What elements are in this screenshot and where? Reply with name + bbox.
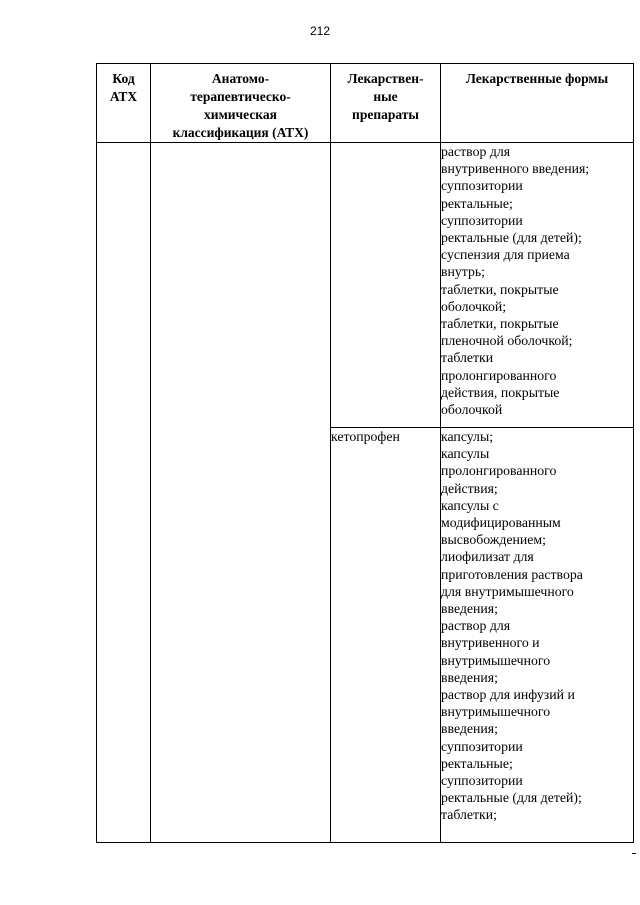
dosage-form-line: таблетки;	[441, 807, 497, 823]
dosage-form-line: для внутримышечного	[441, 583, 574, 599]
dosage-form-line: пленочной оболочкой;	[441, 333, 573, 349]
dosage-form-line: раствор для	[441, 618, 511, 634]
dosage-form-line: действия, покрытые	[441, 384, 560, 400]
header-line: химическая	[204, 107, 277, 122]
dosage-form-line: суппозитории	[441, 738, 523, 754]
dosage-form-line: суспензия для приема	[441, 247, 570, 263]
dosage-form-line: суппозитории	[441, 212, 523, 228]
header-line: Лекарствен-	[347, 71, 424, 86]
header-code-atx	[97, 64, 151, 143]
dosage-form-line: раствор для	[441, 144, 511, 159]
dosage-form-line: таблетки, покрытые	[441, 281, 559, 297]
header-line: Код	[112, 71, 135, 86]
table-header-row	[97, 64, 634, 143]
dosage-forms-cell	[441, 143, 634, 428]
dosage-form-line: капсулы	[441, 446, 490, 462]
header-line: АТХ	[109, 89, 138, 104]
drug-cell: кетопрофен	[331, 428, 441, 843]
page-number: 212	[309, 24, 331, 38]
dosage-form-line: суппозитории	[441, 178, 523, 194]
header-drugs	[331, 64, 441, 143]
dosage-form-line: лиофилизат для	[441, 549, 534, 565]
dosage-form-line: оболочкой;	[441, 298, 507, 314]
dosage-form-line: таблетки	[441, 350, 494, 366]
header-line: Анатомо-	[211, 71, 270, 86]
dosage-form-line: высвобождением;	[441, 532, 546, 548]
classification-cell	[151, 143, 331, 843]
dosage-form-line: ректальные;	[441, 755, 513, 771]
dosage-form-line: внутримышечного	[441, 652, 551, 668]
dosage-form-line: оболочкой	[441, 402, 503, 418]
dosage-form-line: таблетки, покрытые	[441, 316, 559, 332]
continuation-mark	[632, 853, 636, 854]
dosage-form-line: введения;	[441, 601, 498, 617]
header-line: классификация (АТХ)	[172, 125, 309, 140]
dosage-form-line: приготовления раствора	[441, 566, 583, 582]
dosage-form-line: внутривенного и	[441, 635, 540, 651]
header-classification	[151, 64, 331, 143]
dosage-form-line: модифицированным	[441, 515, 561, 531]
dosage-forms-cell	[441, 428, 634, 843]
dosage-form-line: суппозитории	[441, 773, 523, 789]
dosage-form-line: пролонгированного	[441, 463, 557, 479]
dosage-form-line: ректальные (для детей);	[441, 790, 582, 806]
atx-classification-table	[96, 63, 634, 843]
header-line: препараты	[352, 107, 419, 122]
header-line: ные	[373, 89, 398, 104]
dosage-form-line: капсулы с	[441, 497, 499, 513]
dosage-form-line: введения;	[441, 669, 498, 685]
dosage-form-line: внутрь;	[441, 264, 486, 280]
dosage-form-line: введения;	[441, 721, 498, 737]
dosage-form-line: ректальные;	[441, 195, 513, 211]
header-dosage-forms	[441, 64, 634, 143]
code-cell	[97, 143, 151, 843]
drug-cell	[331, 143, 441, 428]
dosage-form-line: действия;	[441, 480, 498, 496]
header-line: Лекарственные формы	[465, 71, 609, 86]
dosage-form-line: раствор для инфузий и	[441, 687, 575, 703]
table-row	[97, 143, 634, 428]
dosage-form-line: внутривенного введения;	[441, 161, 590, 177]
dosage-form-line: капсулы;	[441, 429, 494, 444]
dosage-form-line: пролонгированного	[441, 367, 557, 383]
header-line: терапевтическо-	[190, 89, 291, 104]
dosage-form-line: ректальные (для детей);	[441, 230, 582, 246]
dosage-form-line: внутримышечного	[441, 704, 551, 720]
